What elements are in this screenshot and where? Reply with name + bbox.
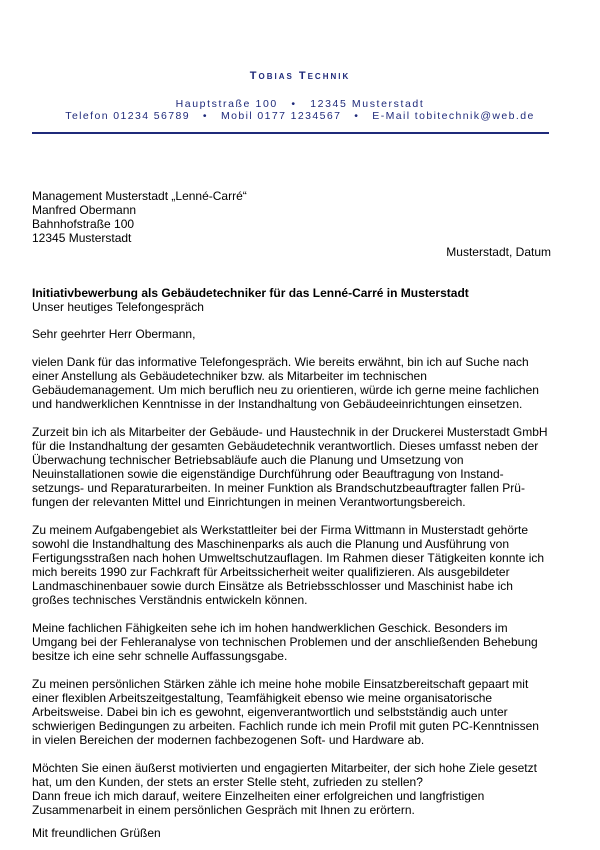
recipient-person: Manfred Obermann	[32, 203, 137, 217]
body-line: Meine fachlichen Fähigkeiten sehe ich im hohen handwerklichen Geschick. Besonders im	[32, 621, 508, 635]
body-line: Umgang bei der Fehleranalyse von technischen Problemen und der anschließenden Behebung	[32, 635, 538, 649]
subject-reference: Unser heutiges Telefongespräch	[32, 300, 204, 314]
body-line: in vielen Bereichen der modernen fachbezogenen Soft- und Hardware ab.	[32, 733, 425, 747]
body-line: Dann freue ich mich darauf, weitere Einzelheiten einer erfolgreichen und langfristigen	[32, 789, 485, 803]
body-line: Zu meinem Aufgabengebiet als Werkstattleiter bei der Firma Wittmann in Musterstadt gehörte	[32, 523, 529, 537]
subject-title: Initiativbewerbung als Gebäudetechniker für das Lenné-Carré in Musterstadt	[32, 286, 469, 300]
place-date: Musterstadt, Datum	[446, 245, 551, 259]
body-line: einer Anstellung als Gebäudetechniker bzw. als Mitarbeiter im technischen	[32, 369, 427, 383]
body-line: sowohl die Instandhaltung des Maschinenparks als auch die Planung und Ausführung von	[32, 537, 509, 551]
letter-body	[32, 355, 562, 831]
body-paragraph	[32, 761, 562, 817]
body-line: fungen der relevanten Mittel und Einrichtungen in meinen Verantwortungsbereich.	[32, 495, 466, 509]
body-line: großes technisches Verständnis entwickeln können.	[32, 593, 308, 607]
body-line: hat, um den Kunden, der stets an erster Stelle steht, zufrieden zu stellen?	[32, 775, 423, 789]
recipient-city: 12345 Musterstadt	[32, 231, 132, 245]
body-line: schwierigen Bedingungen zu arbeiten. Fachlich runde ich mein Profil mit guten PC-Kenntnissen	[32, 719, 539, 733]
salutation: Sehr geehrter Herr Obermann,	[32, 327, 196, 341]
body-line: Landmaschinenbauer sowie durch Einsätze als Betriebsschlosser und Maschinist habe ich	[32, 579, 513, 593]
body-line: Möchten Sie einen äußerst motivierten und engagierten Mitarbeiter, der sich hohe Ziele gesetzt	[32, 761, 537, 775]
body-line: Zusammenarbeit in einem persönlichen Gespräch mit Ihnen zu erörtern.	[32, 803, 415, 817]
subject-block	[32, 286, 469, 314]
body-line: besitze ich eine sehr schnelle Auffassungsgabe.	[32, 649, 288, 663]
sender-address: Hauptstraße 100 • 12345 Musterstadt	[175, 98, 425, 110]
body-paragraph	[32, 355, 562, 411]
body-line: Gebäudemanagement. Um mich beruflich neu zu orientieren, würde ich gerne meine fachlichen	[32, 383, 539, 397]
sender-contact: Telefon 01234 56789 • Mobil 0177 1234567 • E-Mail tobitechnik@web.de	[65, 110, 535, 122]
letterhead-divider	[32, 132, 549, 134]
recipient-street: Bahnhofstraße 100	[32, 217, 135, 231]
closing: Mit freundlichen Grüßen	[32, 826, 161, 840]
body-line: setzungs- und Reparaturarbeiten. In meiner Funktion als Brandschutzbeauftragter fallen Prü-	[32, 481, 525, 495]
body-paragraph	[32, 621, 562, 663]
body-line: mich bereits 1990 zur Fachkraft für Arbeitssicherheit weiter qualifizieren. Als ausgebildeter	[32, 565, 510, 579]
body-line: und handwerklichen Kenntnisse in der Instandhaltung von Gebäudeeinrichtungen einsetzen.	[32, 397, 523, 411]
body-line: Fertigungsstraßen nach hohen Umweltschutzauflagen. Im Rahmen dieser Tätigkeiten konnte ich	[32, 551, 545, 565]
body-line: Zu meinen persönlichen Stärken zähle ich meine hohe mobile Einsatzbereitschaft gepaart mit	[32, 677, 529, 691]
recipient-address	[32, 189, 247, 245]
body-paragraph	[32, 677, 562, 747]
sender-name: Tobias Technik	[249, 70, 351, 82]
body-line: für die Instandhaltung der gesamten Gebäudetechnik verantwortlich. Dieses umfasst neben der	[32, 439, 539, 453]
recipient-company: Management Musterstadt „Lenné-Carré“	[32, 189, 247, 203]
body-line: Zurzeit bin ich als Mitarbeiter der Gebäude- und Haustechnik in der Druckerei Musterstadt GmbH	[32, 425, 548, 439]
body-line: Neuinstallationen sowie die eigenständige Durchführung oder Beauftragung von Instand-	[32, 467, 504, 481]
body-line: Überwachung technischer Betriebsabläufe auch die Planung und Umsetzung von	[32, 453, 464, 467]
body-line: vielen Dank für das informative Telefongespräch. Wie bereits erwähnt, bin ich auf Suche nach	[32, 355, 529, 369]
body-line: einer flexiblen Arbeitszeitgestaltung, Teamfähigkeit ebenso wie meine organisatorische	[32, 691, 493, 705]
body-paragraph	[32, 523, 562, 607]
body-paragraph	[32, 425, 562, 509]
body-line: Arbeitsweise. Dabei bin ich es gewohnt, eigenverantwortlich und selbstständig auch unter	[32, 705, 508, 719]
